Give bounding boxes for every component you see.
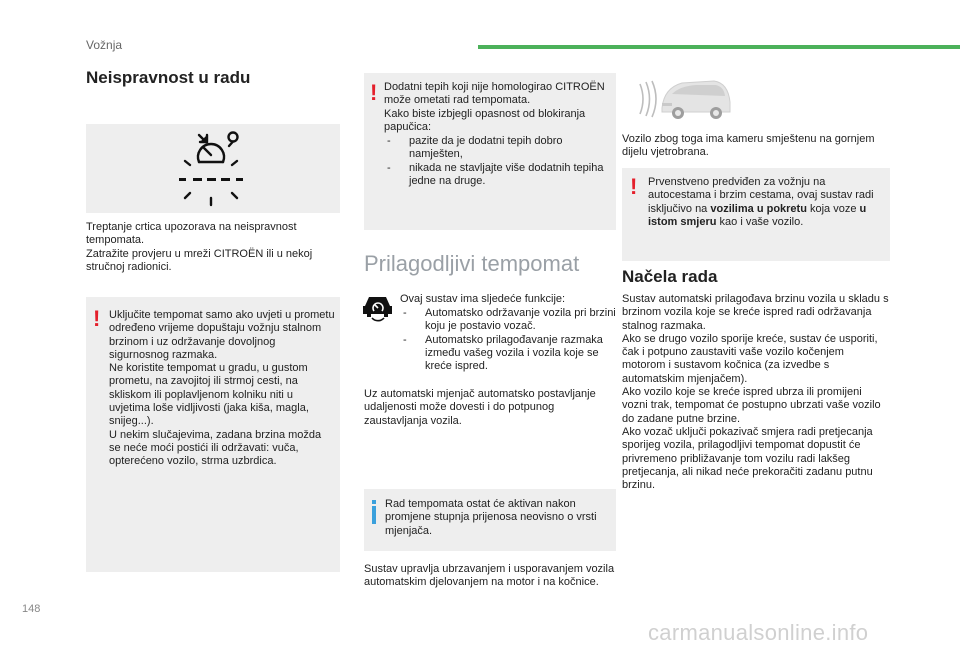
warning-box-conditions <box>86 297 340 572</box>
list-item: - nikada ne stavljajte više dodatnih tepiha jedne na druge. <box>384 162 610 189</box>
list-item: - Automatsko održavanje vozila pri brzini koju je postavio vozač. <box>400 307 616 334</box>
warning-box-mats <box>364 73 616 230</box>
warning-icon: ! <box>630 174 638 199</box>
section-title-fault: Neispravnost u radu <box>86 68 251 87</box>
functions-list <box>400 307 616 373</box>
warning-text-roads: Prvenstveno predviđen za vožnju na autocestama i brzim cestama, ovaj sustav radi isključivo na vozilima u pokretu koja voze u istom smjeru kao i vaše vozilo. <box>648 176 874 228</box>
warning-mats-list <box>384 135 610 188</box>
list-item: - Automatsko prilagođavanje razmaka između vašeg vozila i vozila koje se kreće ispred. <box>400 334 616 374</box>
control-text: Sustav upravlja ubrzavanjem i usporavanjem vozila automatskim djelovanjem na motor i na kočnice. <box>364 563 615 589</box>
list-item: - pazite da je dodatni tepih dobro namješten, <box>384 135 610 162</box>
gearbox-text: Uz automatski mjenjač automatsko postavljanje udaljenosti može dovesti i do potpunog zaustavljanja vozila. <box>364 388 596 427</box>
info-icon <box>372 506 376 524</box>
fault-description: Treptanje crtica upozorava na neispravnost tempomata. Zatražite provjeru u mreži CITROËN ili u nekoj stručnoj radionici. <box>86 221 313 273</box>
warning-box-roads <box>622 168 890 261</box>
warning-text-conditions: Uključite tempomat samo ako uvjeti u prometu određeno vrijeme dopuštaju vožnju stalnom brzinom i uz održavanje dovoljnog sigurnosnog razmaka. Ne koristite tempomat u gradu, u gustom prometu, na zavojitoj ili strmoj cesti, na skliskom ili poplavljenom kolniku niti u uvjetima loše vidljivosti (jaka kiša, magla, snijeg...). U nekim slučajevima, zadana brzina možda se neće moći postići ili održavati: vuča, opterećeno vozilo, strma uzbrdica. <box>109 309 335 468</box>
warning-icon: ! <box>370 80 378 105</box>
adaptive-cruise-control-icon <box>362 292 396 324</box>
warning-icon: ! <box>93 306 101 331</box>
camera-text: Vozilo zbog toga ima kameru smještenu na gornjem dijelu vjetrobrana. <box>622 133 875 159</box>
heading-adaptive-cruise: Prilagodljivi tempomat <box>364 251 580 276</box>
car-rear-radar-icon <box>636 72 734 126</box>
info-text-gears: Rad tempomata ostat će aktivan nakon promjene stupnja prijenosa neovisno o vrsti mjenjača. <box>385 498 597 537</box>
principles-text: Sustav automatski prilagođava brzinu vozila u skladu s brzinom vozila koje se kreće ispred radi održavanja stalnog razmaka. Ako se drugo vozilo sporije kreće, sustav će usporiti, čak i potpuno zaustaviti vaše vozilo kočenjem motorom i sustavom kočnica (za izvedbe s automatskim mjenjačem). Ako vozilo koje se kreće ispred ubrza ili promijeni vozni trak, tempomat će postupno ubrzati vaše vozilo do zadane putne brzine. Ako vozač uključi pokazivač smjera radi pretjecanja sporijeg vozila, prilagodljivi tempomat dopustit će privremeno približavanje tom vozilu radi lakšeg pretjecanja, ali nikad neće prekoračiti zadanu putnu brzinu. <box>622 293 889 492</box>
page-number: 148 <box>22 603 41 615</box>
info-box-gears <box>364 489 616 551</box>
warning-text-mats-intro: Dodatni tepih koji nije homologirao CITROËN može ometati rad tempomata. Kako biste izbjegli opasnost od blokiranja papučica: <box>384 81 605 133</box>
fault-icon-panel <box>86 124 340 213</box>
heading-principles: Načela rada <box>622 267 718 286</box>
functions-intro: Ovaj sustav ima sljedeće funkcije: <box>400 293 566 305</box>
watermark: carmanualsonline.info <box>648 620 869 645</box>
cruise-control-fault-icon <box>86 124 340 213</box>
section-accent-bar <box>478 45 960 49</box>
section-label: Vožnja <box>86 38 123 52</box>
